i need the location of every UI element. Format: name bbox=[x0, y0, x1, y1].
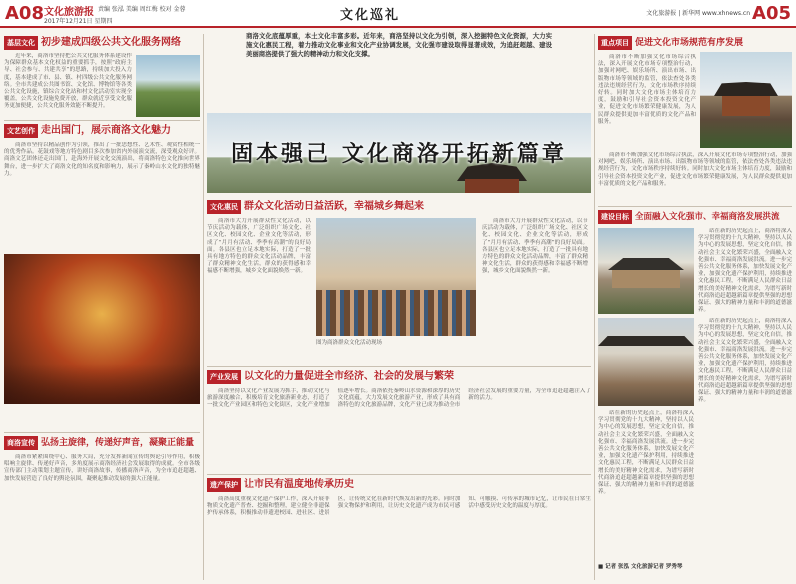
section-tag: 文艺创作 bbox=[4, 124, 38, 138]
section-tag: 基层文化 bbox=[4, 36, 38, 50]
section-body: 商洛高度重视文化遗产保护工作，深入开展非物质文化遗产普查、挖掘和整理，建立健全非遗保护传承体系，积极推动非遗进校园、进社区、进景区，让传统文化在新时代焕发出新的光彩。同时加强文物保护和利用，让历史文化遗产成为市民可感知、可触摸、可传承的城市记忆，让市民在日常生活中感受历史文化的温度与厚度。 bbox=[207, 496, 591, 517]
divider bbox=[207, 474, 591, 475]
goals-body-left: 站在新的历史起点上，商洛将深入学习贯彻党的十九大精神，坚持以人民为中心的发展思想，坚定文化自信，推动社会主义文化繁荣兴盛，全面融入文化强市、幸福商洛发展洪流。进一步完善公共文化服务体系，加快发展文化产业，加强文化遗产保护利用，持续推进文化惠民工程，不断满足人民群众日益增长的美好精神文化需求，为谱写新时代商洛追赶超越新篇章提供坚强的思想保证、强大的精神力量和丰润的道德滋养。 bbox=[598, 410, 694, 496]
section-goals bbox=[598, 210, 792, 225]
column-divider bbox=[594, 34, 595, 580]
performance-photo bbox=[4, 254, 200, 404]
section-art-creation bbox=[4, 124, 200, 258]
activities-body-cont: 商洛市大力开展群众性文化活动，以节庆活动为载体，广泛组织广场文化、社区文化、校园文化、企业文化等活动，形成了“月月有活动、季季有高潮”的良好局面。各县区也立足本地实际，打造了一批具有地方特色的群众文化活动品牌，丰富了群众精神文化生活，群众的获得感和幸福感不断增强，城乡文化面貌焕然一新。 bbox=[482, 218, 588, 275]
section-tag: 产业发展 bbox=[207, 370, 241, 384]
street-photo bbox=[598, 318, 694, 406]
section-body: 商洛市不断加强文化市场综合执法，深入开展文化市场专项整治行动，加强对网吧、娱乐场所、演出市场、出版物市场等领域的监管，依法查处各类违法违规经营行为，文化市场秩序持续好转。同时加大文化市场主体培育力度，鼓励和引导社会资本投资文化产业，促进文化市场繁荣健康发展，为人民群众提供更加丰富优质的文化产品和服务。 bbox=[598, 54, 696, 125]
section-body: 商洛市紧紧围绕中心、服务大局，充分发挥新闻宣传的舆论引导作用，积极唱响主旋律、传递好声音，多角度展示商洛经济社会发展取得的成就。全市各级宣传部门主动策划主题宣传，讲好商洛故事，传播商洛声音，为全市追赶超越、加快发展营造了良好的舆论氛围，凝聚起推动发展的强大正能量。 bbox=[4, 454, 200, 482]
town-photo bbox=[598, 228, 694, 314]
divider bbox=[207, 366, 591, 367]
divider bbox=[598, 206, 792, 207]
goals-body: 站在新的历史起点上，商洛将深入学习贯彻党的十九大精神，坚持以人民为中心的发展思想，坚定文化自信，推动社会主义文化繁荣兴盛，全面融入文化强市、幸福商洛发展洪流。进一步完善公共文化服务体系，加快发展文化产业，加强文化遗产保护利用，持续推进文化惠民工程，不断满足人民群众日益增长的美好精神文化需求，为谱写新时代商洛追赶超越新篇章提供坚强的思想保证、强大的精神力量和丰润的道德滋养。 bbox=[698, 228, 792, 314]
grassroots-photo bbox=[136, 55, 200, 117]
section-body: 近年来，商洛市坚持把公共文化服务体系建设作为保障群众基本文化权益的重要抓手，按照“政府主导、社会参与、共建共享”的思路，持续加大投入力度，基本建成了市、县、镇、村四级公共文化服务网络。全市共建成公共图书馆、文化馆、博物馆等各类公共文化设施，镇综合文化站和村文化活动室实现全覆盖，公共文化设施免费开放，群众就近享受文化服务更加便捷，公共文化服务效能不断提升。 bbox=[4, 53, 132, 110]
section-title: 弘扬主旋律，传递好声音，凝聚正能量 bbox=[41, 438, 195, 448]
section-tag: 商洛宣传 bbox=[4, 436, 38, 450]
main-headline: 固本强己 文化商洛开拓新篇章 bbox=[231, 141, 567, 167]
section-name: 文化巡礼 bbox=[340, 8, 401, 23]
hall-shape bbox=[465, 179, 519, 193]
activities-body: 商洛市大力开展群众性文化活动，以节庆活动为载体，广泛组织广场文化、社区文化、校园文化、企业文化等活动，形成了“月月有活动、季季有高潮”的良好局面。各县区也立足本地实际，打造了一批具有地方特色的群众文化活动品牌，丰富了群众精神文化生活，群众的获得感和幸福感不断增强，城乡文化面貌焕然一新。 bbox=[207, 218, 311, 275]
right-info: 文化旅游报 | 新华网 www.xhnews.cn bbox=[646, 10, 750, 17]
activities-photo bbox=[316, 218, 476, 336]
lead-paragraph: 商洛文化底蕴厚重，本土文化丰富多彩。近年来，商洛坚持以文化为引领，深入挖掘特色文化资源，大力实施文化惠民工程，着力推动文化事业和文化产业协调发展，文化强市建设取得显著成效，为追赶超越、建设美丽商洛提供了强大的精神动力和文化支撑。 bbox=[246, 32, 552, 59]
divider bbox=[4, 120, 200, 121]
section-body: 商洛坚持以文化产业发展为抓手，推动文化与旅游深度融合，积极培育文化旅游新业态，打造了一批文化产业园区和特色文化街区，文化产业增加值逐年增长。商洛依托秦岭山水资源和深厚的历史文化底蕴，大力发展文化旅游产业，形成了具有商洛特色的文化旅游品牌，文化产业已成为推动全市经济社会发展的重要力量，为全市追赶超越注入了新的活力。 bbox=[207, 388, 591, 409]
page-number-right: A05 bbox=[752, 3, 791, 24]
section-tag: 文化惠民 bbox=[207, 200, 241, 214]
section-heritage bbox=[207, 478, 591, 580]
section-industry bbox=[207, 370, 591, 474]
section-title: 促进文化市场规范有序发展 bbox=[635, 38, 744, 48]
page-number-left: A08 bbox=[5, 3, 44, 24]
section-tag: 重点项目 bbox=[598, 36, 632, 50]
market-body-cont: 商洛市不断加强文化市场综合执法，深入开展文化市场专项整治行动，加强对网吧、娱乐场所、演出市场、出版物市场等领域的监管，依法查处各类违法违规经营行为，文化市场秩序持续好转。同时加大文化市场主体培育力度，鼓励和引导社会资本投资文化产业，促进文化市场繁荣健康发展，为人民群众提供更加丰富优质的文化产品和服务。 bbox=[598, 152, 792, 187]
section-body: 商洛市坚持以精品创作为引领，推出了一批思想性、艺术性、观赏性相统一的优秀作品。花鼓戏等地方特色剧目多次参加省内外展演交流，深受观众好评。商洛文艺团体还走出国门，赴海外开展文化交流演出，将商洛特色文化推向世界舞台，进一步扩大了商洛文化的知名度和影响力，展示了秦岭山水文化的独特魅力。 bbox=[4, 142, 200, 177]
section-title: 让市民有温度地传承历史 bbox=[244, 479, 354, 490]
column-divider bbox=[203, 34, 204, 580]
section-activities bbox=[207, 200, 591, 215]
paper-name: 文化旅游报 bbox=[44, 7, 94, 18]
section-tag: 遗产保护 bbox=[207, 478, 241, 492]
section-title: 初步建成四级公共文化服务网络 bbox=[41, 37, 181, 48]
section-tag: 建设目标 bbox=[598, 210, 632, 224]
divider bbox=[4, 432, 200, 433]
section-title: 以文化的力量促进全市经济、社会的发展与繁荣 bbox=[244, 371, 454, 382]
activities-caption: 图为商洛群众文化活动现场 bbox=[316, 340, 383, 346]
masthead bbox=[0, 0, 796, 28]
section-title: 全面融入文化强市、幸福商洛发展洪流 bbox=[635, 212, 780, 222]
section-publicity bbox=[4, 436, 200, 582]
byline: ■ 记者 张泓 文化旅游记者 罗秀琴 bbox=[598, 564, 683, 570]
edition-line: 责编 张泓 美编 周红梅 校对 金蓉 bbox=[98, 6, 186, 13]
date-line: 2017年12月21日 星期四 bbox=[44, 18, 113, 25]
section-title: 群众文化活动日益活跃，幸福城乡舞起来 bbox=[244, 201, 424, 212]
section-grassroots bbox=[4, 36, 200, 129]
section-title: 走出国门，展示商洛文化魅力 bbox=[41, 125, 171, 136]
goals-body-cont: 站在新的历史起点上，商洛将深入学习贯彻党的十九大精神，坚持以人民为中心的发展思想，坚定文化自信，推动社会主义文化繁荣兴盛，全面融入文化强市、幸福商洛发展洪流。进一步完善公共文化服务体系，加快发展文化产业，加强文化遗产保护利用，持续推进文化惠民工程，不断满足人民群众日益增长的美好精神文化需求，为谱写新时代商洛追赶超越新篇章提供坚强的思想保证、强大的精神力量和丰润的道德滋养。 bbox=[698, 318, 792, 404]
temple-photo bbox=[700, 52, 792, 148]
left-column bbox=[4, 36, 200, 129]
headline-banner bbox=[207, 113, 591, 193]
